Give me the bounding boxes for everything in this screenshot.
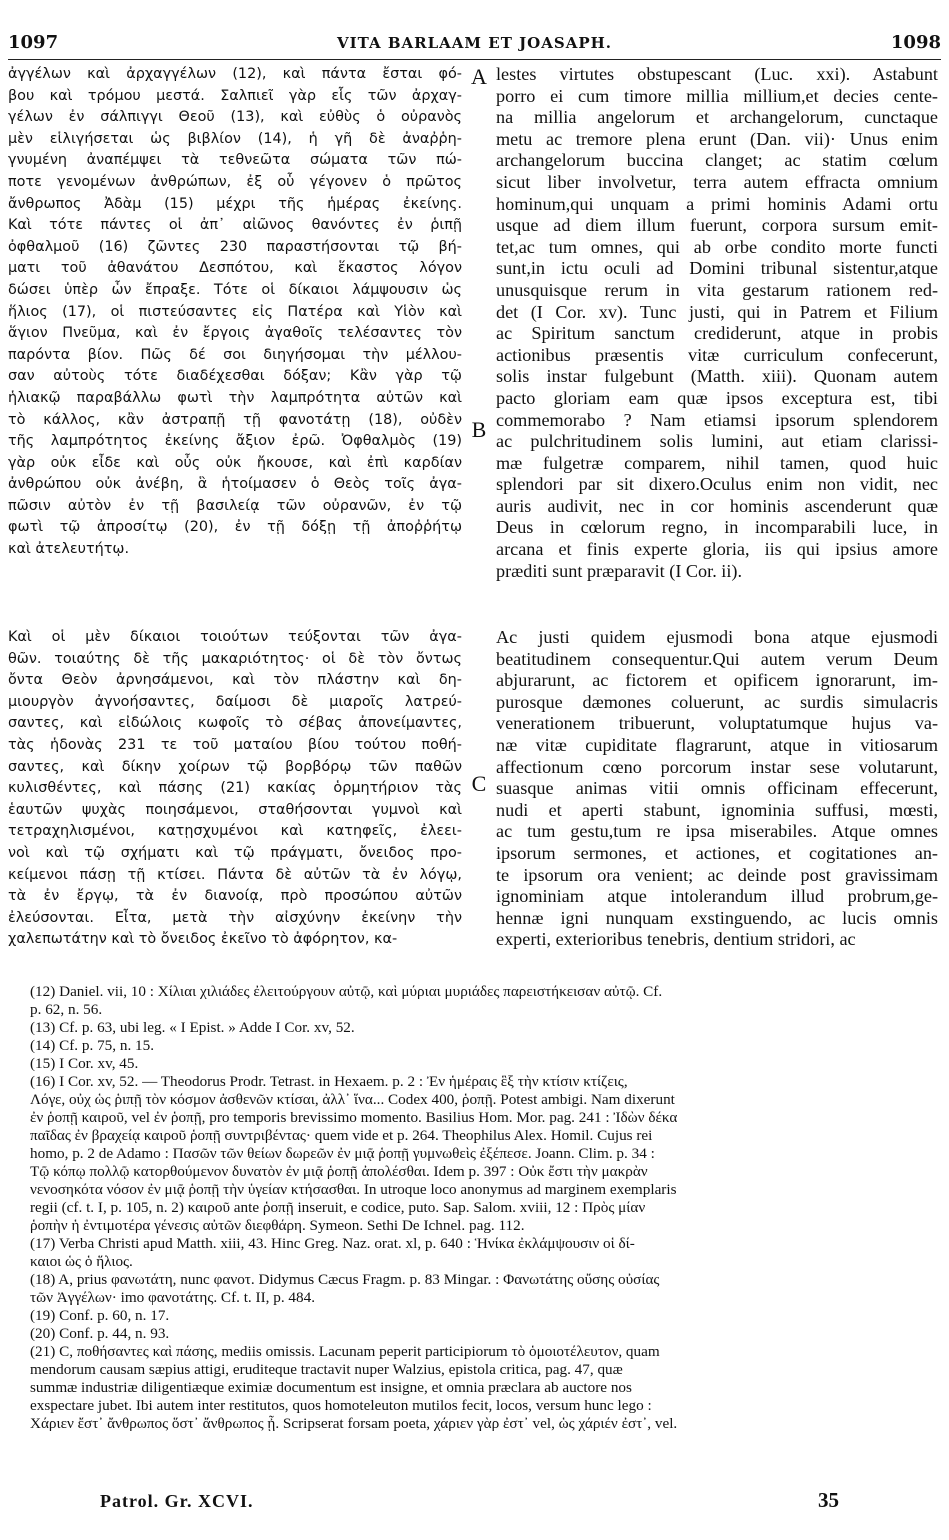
greek-text-line: ἡλιακῷ παραβάλλω φωτὶ τὴν λαμπρότητα αὐτῶν καὶ	[8, 389, 462, 406]
latin-text-line: usque ad diem illum fuerunt, corpora sursum emit-	[496, 215, 938, 236]
latin-text-line: nudi et aperti stabunt, ignominia suffusi, mœsti,	[496, 799, 938, 820]
latin-text-line: sicut liber involvetur, terra autem effracta omnium	[496, 171, 938, 192]
greek-text-line: ὄντα Θεὸν ἀρνησάμενοι, καὶ τὸν πλάστην καὶ δη-	[8, 672, 462, 689]
page-footer	[100, 1488, 839, 1514]
latin-text-line: actionibus præsentis vitæ curriculum confecerunt,	[496, 344, 938, 365]
greek-text-line: νοὶ καὶ τῷ σχήματι καὶ τῷ πράγματι, ὄνειδος προ-	[8, 844, 462, 861]
footnote-line: νενοσηκότα νόσον ἐν μιᾷ ῥοπῇ τὴν ὑγείαν κτήσασθαι. In utroque loco anonymus ad marginem exemplaris	[30, 1181, 677, 1198]
latin-text-line: porro ei cum timore millia millium,et decies cente-	[496, 85, 938, 106]
latin-text-line: splendori par sit dixero.Oculus enim non vidit, nec	[496, 474, 938, 495]
latin-text-line: purosque dæmones coluerunt, ac surdis simulacris	[496, 691, 938, 712]
greek-column-top	[8, 64, 462, 561]
greek-text-line: καὶ ἀτελευτήτῳ.	[8, 541, 130, 558]
footnote-line: καιοι ὡς ὁ ἥλιος.	[30, 1253, 133, 1270]
footnote-line: mendorum causam sæpius attigi, eruditeque tractavit nuper Walzius, epistola critica, pag. 47, quæ	[30, 1361, 623, 1378]
footnote-line: τῶν Ἀγγέλων· imo φανοτάτης. Cf. t. II, p. 484.	[30, 1289, 316, 1306]
greek-text-line: ἀγγέλων καὶ ἀρχαγγέλων (12), καὶ πάντα ἔσται φό-	[8, 66, 462, 82]
latin-text-line: beatitudinem consequentur.Qui autem verum Deum	[496, 648, 938, 669]
footnote-line: p. 62, n. 56.	[30, 1001, 103, 1018]
greek-text-line: χαλεπωτάτην καὶ τὸ ὄνειδος ἐκεῖνο τὸ ἀφόρητον, κα-	[8, 931, 398, 948]
greek-text-line: μιουργὸν ἀγνοήσαντες, δαίμοσι δὲ μιαροῖς λατρεύ-	[8, 693, 462, 710]
latin-text-line: commemorabo ? Nam etiamsi ipsorum splendorem	[496, 409, 938, 430]
greek-text-line: τὰς ἡδονὰς 231 τε τοῦ ματαίου βίου τούτου ποθή-	[8, 736, 462, 753]
greek-column-bottom	[8, 627, 462, 951]
latin-text-line: mæ fulgetræ comparem, nihil tamen, quod huic	[496, 452, 938, 473]
greek-text-line: σαντες, καὶ δίκην χοίρων τῷ βορβόρῳ τῶν παθῶν	[8, 758, 462, 775]
greek-text-line: θῶν. τοιαύτης δὲ τῆς μακαριότητος· οἱ δὲ τὸν ὄντως	[8, 650, 462, 667]
greek-text-line: ἅγιον Πνεῦμα, καὶ ἐν ἔργοις ἀγαθοῖς τελέσαντες τὸν	[8, 325, 462, 342]
footnote-line: (17) Verba Christi apud Matth. xiii, 43. Hinc Greg. Naz. orat. xl, p. 640 : Ἡνίκα ἐκλάμψουσιν οἱ δί-	[30, 1235, 635, 1252]
section-marker-a: A	[471, 64, 487, 89]
latin-text-line: hominum,qui unquam a primi hominis Adami ortu	[496, 193, 938, 214]
greek-text-line: μὲν εἱλιγήσεται ὡς βιβλίον (14), ἡ γῆ δὲ ἀναῤῥη-	[8, 130, 462, 147]
latin-text-line: ac tum gestu,tum re ipsa miserabiles. Atque omnes	[496, 821, 938, 842]
footnote-line: Τῷ κόπῳ πολλῷ κατορθούμενον δυνατὸν ἐν μιᾷ ῥοπῇ ἀπολέσθαι. Idem p. 397 : Οὐκ ἔστι τὴν μακρὰν	[30, 1163, 648, 1180]
latin-text-line: Deus in cœlorum regno, in incomparabili luce, in	[496, 517, 938, 538]
latin-text-line: tet,ac tum omnes, qui ab orbe condito morte functi	[496, 236, 938, 257]
greek-text-line: φωτὶ τῷ ἀπροσίτῳ (20), ἐν τῇ δόξῃ τῇ ἀποῤῥήτῳ	[8, 519, 462, 536]
latin-text-line: ignominiam atque intolerandum illud probrum,ge-	[496, 886, 938, 907]
latin-text-line: affectionum cœno porcorum instar sese volutarunt,	[496, 756, 938, 777]
latin-text-line: næ vitæ cupiditate flagrarunt, atque in vitiosarum	[496, 734, 938, 755]
greek-text-line: Καὶ τότε πάντες οἱ ἀπ᾽ αἰῶνος θανόντες ἐν ῥιπῇ	[8, 217, 462, 234]
greek-text-line: ἥλιος (17), οἱ πιστεύσαντες εἰς Πατέρα καὶ Υἱὸν καὶ	[8, 303, 462, 320]
footnote-line: (15) I Cor. xv, 45.	[30, 1055, 139, 1072]
greek-text-line: τὸ κάλλος, κἂν ἀστραπῇ τῇ φανοτάτῃ (18), οὐδὲν	[8, 411, 462, 428]
greek-text-line: Καὶ οἱ μὲν δίκαιοι τοιούτων τεύξονται τῶν ἀγα-	[8, 629, 462, 645]
greek-text-line: γὰρ οὐκ εἶδε καὶ οὖς οὐκ ἤκουσε, καὶ ἐπὶ καρδίαν	[8, 454, 462, 471]
greek-text-line: βου καὶ τρόμου μεστά. Σαλπιεῖ γὰρ εἷς τῶν ἀρχαγ-	[8, 87, 462, 104]
latin-text-line: unusquisque rerum in vita gestarum rationem red-	[496, 279, 938, 300]
greek-text-line: σαντες, καὶ εἰδώλοις κωφοῖς τὸ σέβας ἀπονείμαντες,	[8, 715, 462, 732]
greek-text-line: ἑαυτῶν ψυχὰς ποιησάμενοι, σταθήσονται γυμνοὶ καὶ	[8, 801, 462, 818]
greek-text-line: κυλισθέντες, καὶ πάσης (21) κακίας ὁρμητήριον τὰς	[8, 780, 462, 797]
latin-column-top	[496, 64, 938, 582]
running-title: VITA BARLAAM ET JOASAPH.	[336, 34, 613, 52]
footnote-line: summæ industriæ diligentiæque eximiæ documentum est insigne, et omnia præclara ab auctore nos	[30, 1379, 632, 1396]
header-rule	[8, 59, 941, 60]
latin-text-line: te ipsorum ora venient; ac deinde post gravissimam	[496, 864, 938, 885]
footnote-line: (19) Conf. p. 60, n. 17.	[30, 1307, 170, 1324]
latin-text-line: pacto gloriam eam quæ ipsos exceptura est, tibi	[496, 387, 938, 408]
greek-text-line: ὀφθαλμοῦ (16) ζῶντες 230 παραστήσονται τῷ βή-	[8, 238, 462, 255]
footnote-line: ἐν ῥοπῇ καιροῦ, vel ἐν ῥοπῇ, pro temporis brevissimo momento. Basilius Hom. Mor. pag. 241 : Ἰδὼν δέκα	[30, 1109, 678, 1126]
greek-text-line: τῆς λαμπρότητος ἐκείνης ἄξιον ἐρῶ. Ὀφθαλμὸς (19)	[8, 433, 462, 450]
greek-text-line: ποτε γενομένων ἀνθρώπων, ἐξ οὗ γέγονεν ὁ πρῶτος	[8, 173, 462, 190]
latin-text-line: auris audivit, nec in cor hominis ascenderunt quæ	[496, 495, 938, 516]
footnote-line: exspectare jubet. Ibi autem inter restitutos, quos homoteleuton mutilos fecit, locos, versum hunc lego :	[30, 1397, 652, 1414]
greek-text-line: σαν αὐτοὺς τότε διαδέχεσθαι δόξαν; Κἂν γὰρ τῷ	[8, 368, 462, 385]
latin-text-line: abjurarunt, ac fictorem et opificem ignorarunt, im-	[496, 670, 938, 691]
greek-text-line: γέλων ἐν σάλπιγγι Θεοῦ (13), καὶ εὐθὺς ὁ οὐρανὸς	[8, 109, 462, 126]
latin-text-line: na millia angelorum et archangelorum, cunctaque	[496, 107, 938, 128]
footnote-line: (18) A, prius φανωτάτη, nunc φανοτ. Didymus Cæcus Fragm. p. 83 Mingar. : Φανωτάτης οὔσης οὐσίας	[30, 1271, 660, 1288]
footnote-line: (16) I Cor. xv, 52. — Theodorus Prodr. Tetrast. in Hexaem. p. 2 : Ἐν ἡμέραις ἓξ τὴν κτίσιν κτίζεις,	[30, 1073, 628, 1090]
footer-signature: Patrol. Gr. XCVI.	[100, 1491, 254, 1511]
footnote-line: (20) Conf. p. 44, n. 93.	[30, 1325, 170, 1342]
latin-text-line: det (I Cor. xv). Tunc justi, qui in Patrem et Filium	[496, 301, 938, 322]
greek-text-line: γνυμένη ἀναπέμψει τὰ τεθνεῶτα σώματα τῶν πώ-	[8, 152, 462, 169]
footnote-line: (21) C, ποθήσαντες καὶ πάσης, mediis omissis. Lacunam peperit participiorum τὸ ὁμοιοτέλευτον, quam	[30, 1343, 660, 1360]
latin-text-line: Ac justi quidem ejusmodi bona atque ejusmodi	[496, 627, 938, 647]
footer-folio: 35	[818, 1488, 839, 1512]
latin-text-line: experti, exterioribus tenebris, dentium stridori, ac	[496, 929, 856, 950]
page-number-right: 1098	[890, 32, 941, 53]
greek-text-line: ἀνθρώπου οὐκ ἀνέβη, ἃ ἡτοίμασεν ὁ Θεὸς τοῖς ἀγα-	[8, 476, 462, 493]
footnote-line: Χάριεν ἔστ᾽ ἄνθρωπος ὅστ᾽ ἄνθρωπος ᾖ. Scripserat forsam poeta, χάριεν γὰρ ἐστ᾽ vel, ὡς χάριέν ἐστ᾽, vel.	[30, 1415, 678, 1432]
greek-text-line: δώσει ὑπὲρ ὧν ἔπραξε. Τότε οἱ δίκαιοι λάμψουσιν ὡς	[8, 281, 462, 298]
latin-text-line: arcana et finis experte gloria, iis qui ipsius amore	[496, 539, 938, 560]
footnote-line: (13) Cf. p. 63, ubi leg. « I Epist. » Adde I Cor. xv, 52.	[30, 1019, 355, 1036]
greek-text-line: ἐλεύσονται. Εἶτα, μετὰ τὴν αἰσχύνην ἐκείνην τὴν	[8, 909, 462, 926]
latin-text-line: præditi sunt præparavit (I Cor. ii).	[496, 560, 743, 581]
footnote-line: (14) Cf. p. 75, n. 15.	[30, 1037, 155, 1054]
latin-text-line: venerationem tribuerunt, voluptatumque hujus va-	[496, 713, 938, 734]
latin-text-line: lestes virtutes obstupescant (Luc. xxi). Astabunt	[496, 64, 938, 84]
latin-text-line: solis instar fulgebunt (Matth. xiii). Quonam autem	[496, 366, 938, 387]
page-number-left: 1097	[8, 32, 59, 53]
footnote-line: homo, p. 2 de Adamo : Πασῶν τῶν θείων δωρεῶν ἐν μιᾷ ῥοπῇ γυμνωθεὶς ἐξέπεσε. Joann. Clim. p. 34 :	[30, 1145, 655, 1162]
latin-text-line: sunt,in ictu oculi ad Domini tribunal sistentur,atque	[496, 258, 938, 279]
footnote-line: ῥοπὴν ἡ ἐντιμοτέρα γένεσις αὐτῶν διεφθάρη. Symeon. Sethi De Ichnel. pag. 112.	[30, 1217, 525, 1234]
footnote-line: (12) Daniel. vii, 10 : Χίλιαι χιλιάδες ἐλειτούργουν αὐτῷ, καὶ μύριαι μυριάδες παρειστήκεισαν αὐτῷ. Cf.	[30, 983, 663, 1000]
greek-text-line: πῶσιν αὐτὸν ἐν τῇ βασιλείᾳ τῶν οὐρανῶν, ἐν τῷ	[8, 497, 462, 514]
greek-text-line: τετραχηλισμένοι, κατῃσχυμένοι καὶ κατηφεῖς, ἐλεει-	[8, 823, 462, 840]
latin-text-line: hennæ igni nunquam exstinguendo, ac lucis omnis	[496, 907, 938, 928]
footnote-line: Λόγε, οὐχ ὡς ῥιπῇ τὸν κόσμον ἀσθενῶν κτίσαι, ἀλλ᾽ ἵνα... Codex 400, ῥοπῇ. Potest ambigi. Nam dixerunt	[30, 1091, 675, 1108]
running-header	[8, 32, 941, 56]
latin-text-line: archangelorum buccina clanget; ac statim cœlum	[496, 150, 938, 171]
latin-text-line: ac Spiritum sanctum crediderunt, atque in probis	[496, 323, 938, 344]
greek-text-line: κείμενοι πάσῃ τῇ κτίσει. Πάντα δὲ αὐτῶν τὰ ἐν λόγῳ,	[8, 866, 462, 883]
greek-text-line: ματι τοῦ ἀθανάτου Δεσπότου, καὶ ἕκαστος λόγον	[8, 260, 462, 277]
latin-text-line: ipsorum sermones, et actiones, et cogitationes an-	[496, 842, 938, 863]
section-marker-c: C	[471, 771, 487, 796]
footnotes	[30, 983, 915, 1433]
section-marker-b: B	[471, 417, 487, 442]
greek-text-line: ἄνθρωπος Ἀδὰμ (15) μέχρι τῆς ἡμέρας ἐκείνης.	[8, 195, 462, 212]
latin-text-line: ac pulchritudinem solis lumini, aut etiam clarissi-	[496, 431, 938, 452]
footnote-line: παῖδας ἐν βραχείᾳ καιροῦ ῥοπῇ συντριβέντας· quem vide et p. 264. Theophilus Alex. Homil. Cujus rei	[30, 1127, 653, 1144]
greek-text-line: παρόντα βίον. Πῶς δέ σοι διηγήσομαι τὴν μέλλου-	[8, 346, 462, 363]
greek-text-line: τὰ ἐν ἔργῳ, τὰ ἐν διανοίᾳ, πρὸ προσώπου αὐτῶν	[8, 888, 462, 905]
latin-text-line: metu ac tremore plena erunt (Dan. vii)· Unus enim	[496, 128, 938, 149]
latin-text-line: suasque animas vitii omnis officinam effecerunt,	[496, 778, 938, 799]
footnote-line: regii (cf. t. I, p. 105, n. 2) καιροῦ ante ῥοπῇ inseruit, e codice, puto. Sap. Salom. xviii, 12 : Πρὸς μίαν	[30, 1199, 646, 1216]
latin-column-bottom	[496, 627, 938, 951]
